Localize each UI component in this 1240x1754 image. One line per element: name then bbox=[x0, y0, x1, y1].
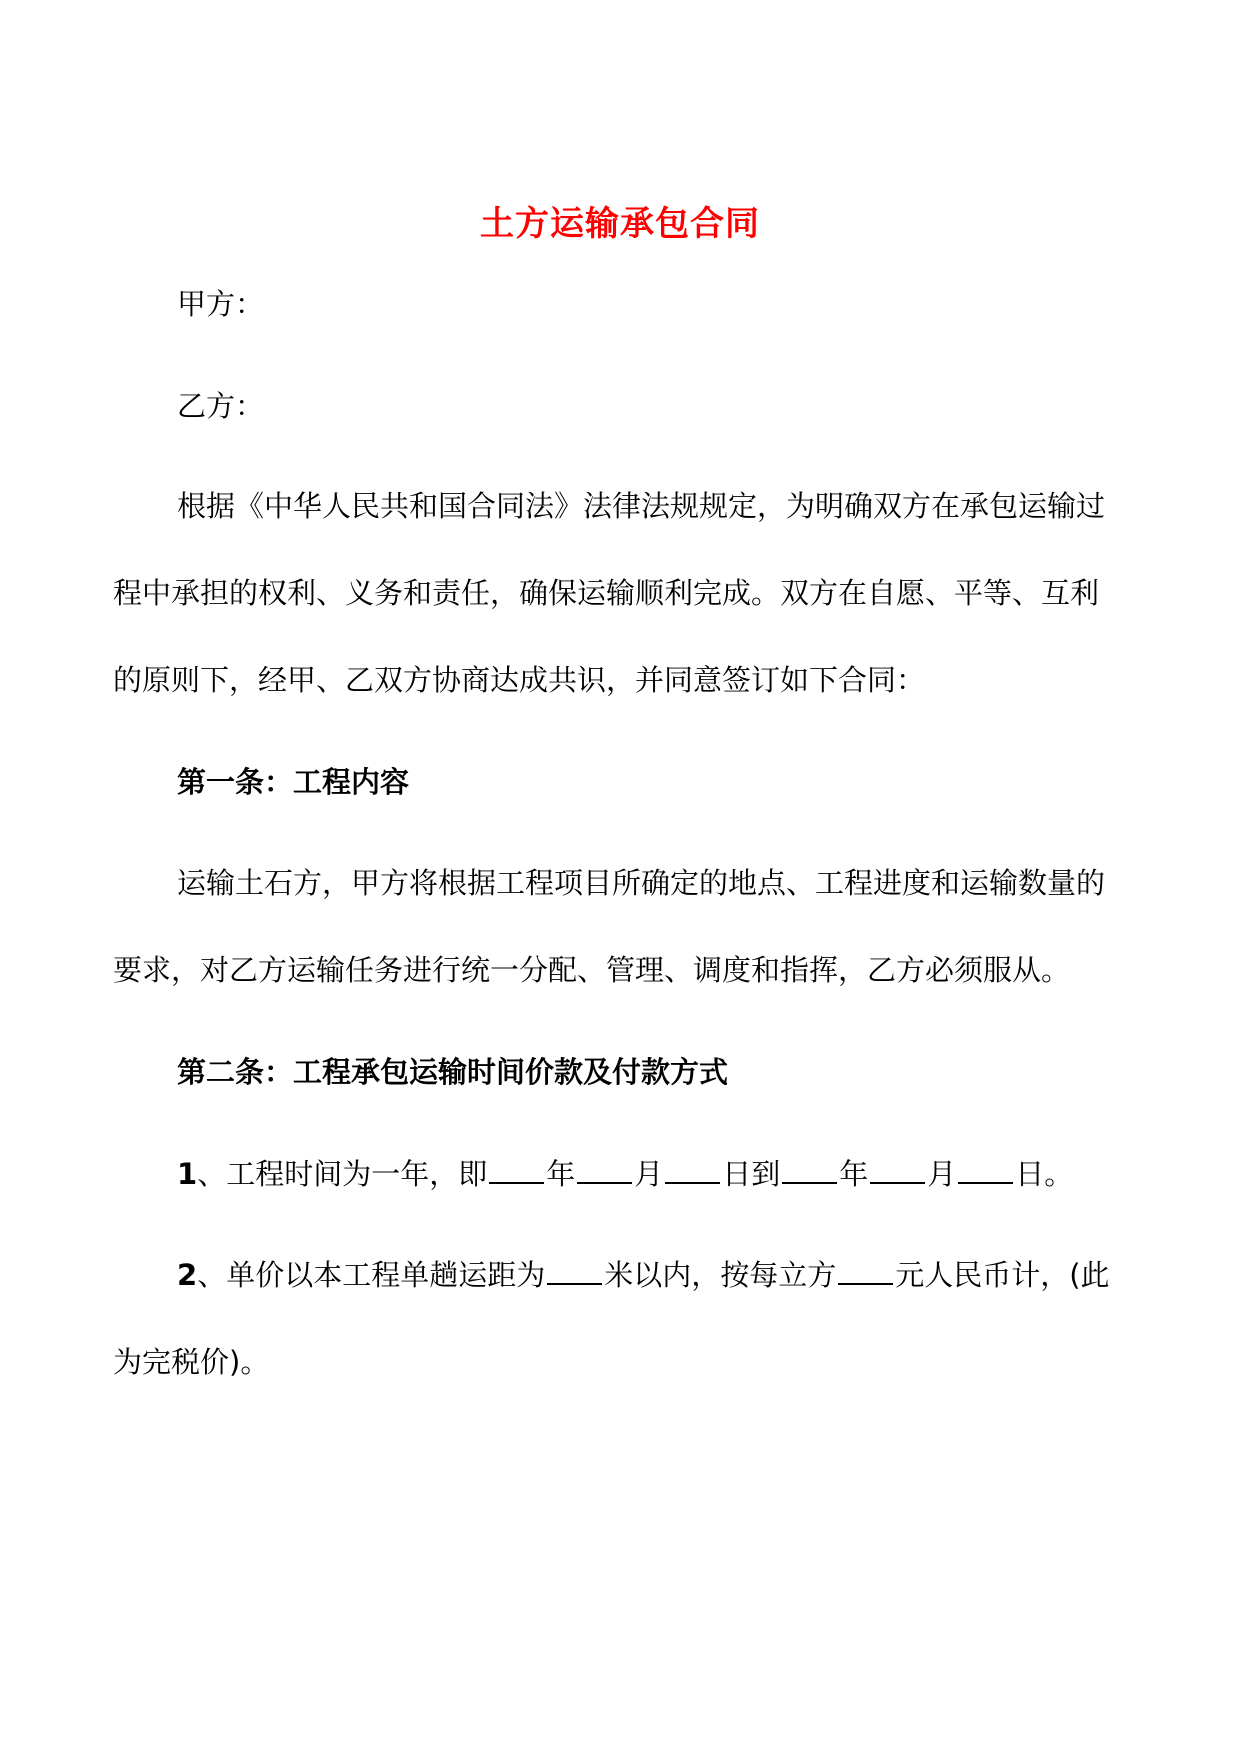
intro-paragraph-line: 程中承担的权利、义务和责任，确保运输顺利完成。双方在自愿、平等、互利 bbox=[113, 576, 1100, 610]
fill-in-blank[interactable] bbox=[577, 1181, 632, 1184]
article-1-text-line: 要求，对乙方运输任务进行统一分配、管理、调度和指挥，乙方必须服从。 bbox=[113, 953, 1071, 987]
article-2-heading: 第二条：工程承包运输时间价款及付款方式 bbox=[177, 1055, 729, 1089]
item-number: 2 bbox=[177, 1258, 198, 1292]
item-text: 年 bbox=[839, 1157, 869, 1191]
intro-paragraph-line: 的原则下，经甲、乙双方协商达成共识，并同意签订如下合同： bbox=[113, 663, 926, 697]
fill-in-blank[interactable] bbox=[870, 1181, 925, 1184]
item-text: 月 bbox=[634, 1157, 664, 1191]
item-number: 1 bbox=[177, 1157, 198, 1191]
item-text: 日到 bbox=[722, 1157, 781, 1191]
item-text: 、工程时间为一年，即 bbox=[197, 1157, 488, 1191]
article-2-item-2 bbox=[177, 1253, 1197, 1294]
fill-in-blank[interactable] bbox=[958, 1181, 1013, 1184]
item-text: 、单价以本工程单趟运距为 bbox=[197, 1258, 546, 1292]
document-title: 土方运输承包合同 bbox=[480, 204, 760, 244]
party-a-label: 甲方： bbox=[177, 287, 265, 321]
fill-in-blank[interactable] bbox=[489, 1181, 544, 1184]
article-1-text-line: 运输土石方，甲方将根据工程项目所确定的地点、工程进度和运输数量的 bbox=[177, 866, 1106, 900]
fill-in-blank[interactable] bbox=[782, 1181, 837, 1184]
article-2-item-1 bbox=[177, 1152, 1197, 1193]
item-text: 日。 bbox=[1015, 1157, 1074, 1191]
item-text: 元人民币计，(此 bbox=[895, 1258, 1110, 1292]
item-text: 月 bbox=[927, 1157, 957, 1191]
fill-in-blank[interactable] bbox=[838, 1282, 893, 1285]
party-b-label: 乙方： bbox=[177, 389, 265, 423]
fill-in-blank[interactable] bbox=[665, 1181, 720, 1184]
item-text: 米以内，按每立方 bbox=[604, 1258, 837, 1292]
article-2-item-2-continued: 为完税价)。 bbox=[113, 1345, 270, 1379]
article-1-heading: 第一条：工程内容 bbox=[177, 765, 410, 799]
fill-in-blank[interactable] bbox=[547, 1282, 602, 1285]
item-text: 年 bbox=[546, 1157, 576, 1191]
intro-paragraph-line: 根据《中华人民共和国合同法》法律法规规定，为明确双方在承包运输过 bbox=[177, 489, 1106, 523]
